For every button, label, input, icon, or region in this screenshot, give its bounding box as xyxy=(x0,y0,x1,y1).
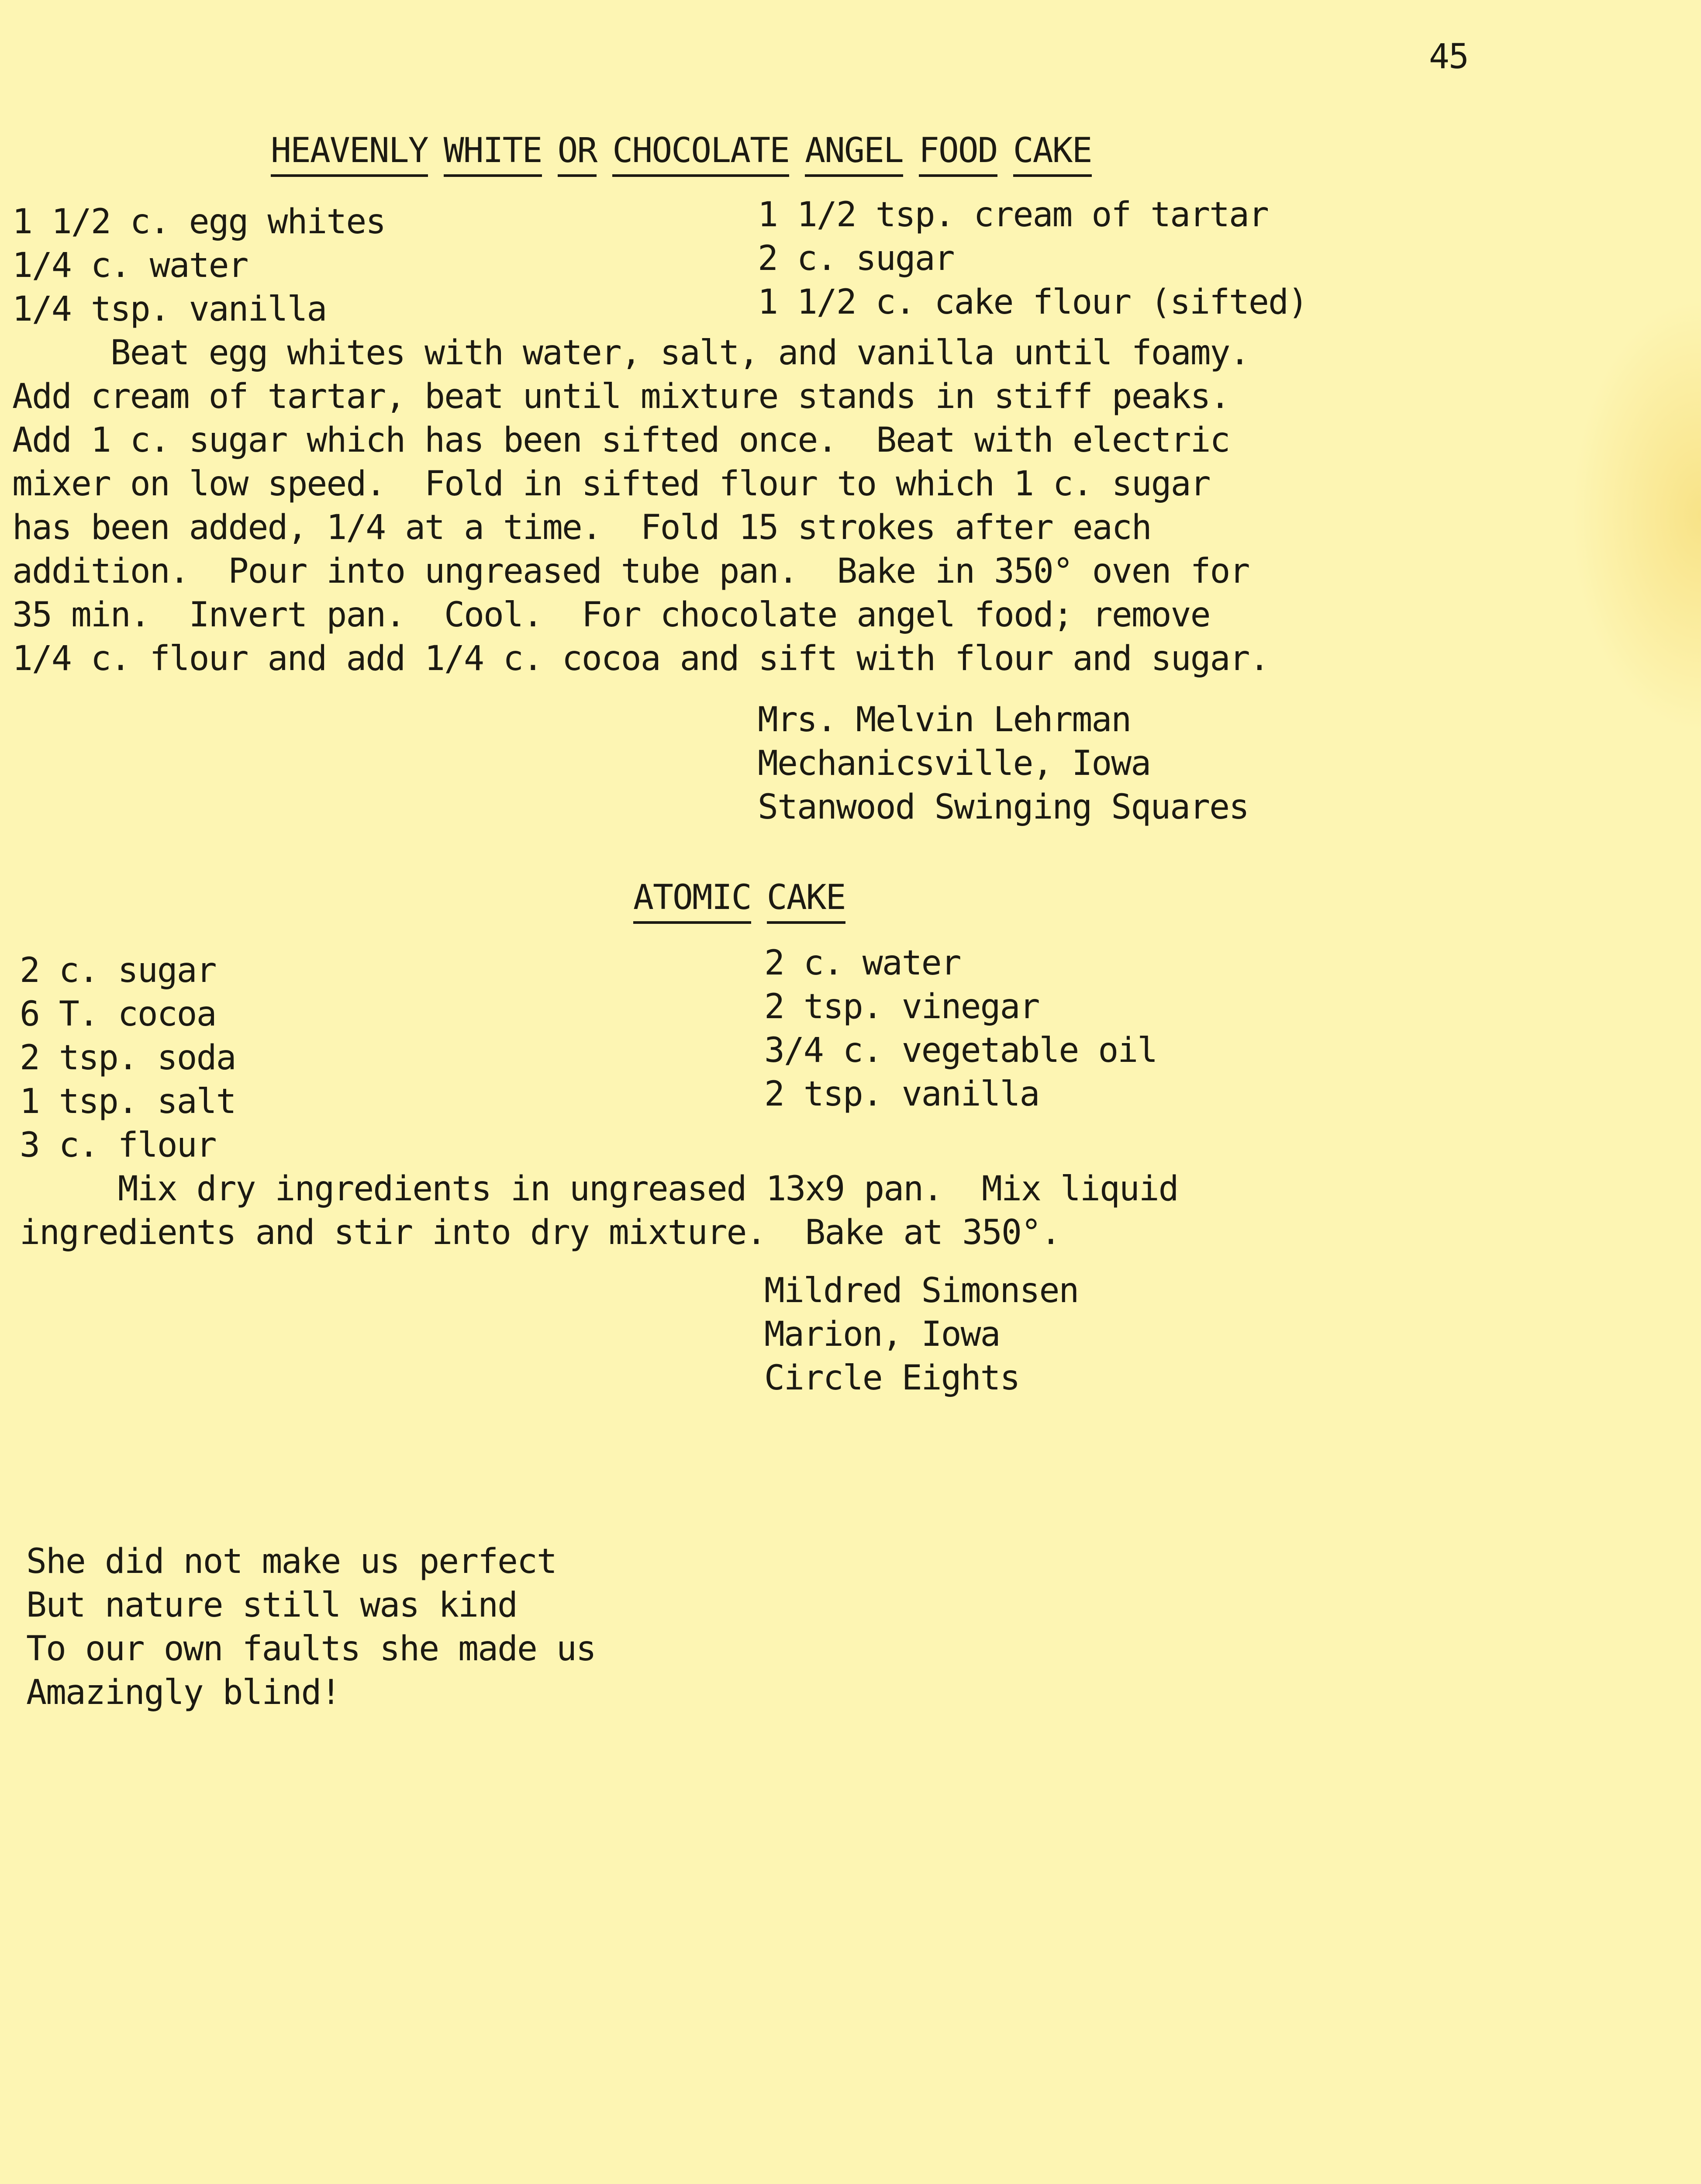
poem-line: To our own faults she made us xyxy=(26,1629,596,1669)
title-word: FOOD xyxy=(919,129,997,177)
contributor-name: Mildred Simonsen xyxy=(764,1271,1079,1310)
contributor-town: Mechanicsville, Iowa xyxy=(758,744,1151,783)
recipe-title-atomic-cake xyxy=(633,876,845,924)
title-word: CHOCOLATE xyxy=(612,129,789,177)
title-word: CAKE xyxy=(1013,129,1092,177)
ingredient: 1 1/2 c. egg whites xyxy=(12,202,386,242)
ingredient: 2 tsp. vinegar xyxy=(764,987,1039,1026)
ingredient: 2 tsp. soda xyxy=(20,1038,236,1078)
recipe-title-angel-food-cake xyxy=(271,129,1092,177)
title-word: CAKE xyxy=(767,876,845,924)
ingredient: 1 1/2 c. cake flour (sifted) xyxy=(758,283,1308,322)
poem-line: But nature still was kind xyxy=(26,1586,517,1625)
ingredient: 1/4 c. water xyxy=(12,246,248,285)
poem-line: She did not make us perfect xyxy=(26,1542,556,1581)
direction-line: Mix dry ingredients in ungreased 13x9 pan. Mix liquid xyxy=(20,1169,1178,1209)
poem-line: Amazingly blind! xyxy=(26,1673,341,1712)
contributor-club: Stanwood Swinging Squares xyxy=(758,788,1249,827)
contributor-town: Marion, Iowa xyxy=(764,1315,1000,1354)
ingredient: 3/4 c. vegetable oil xyxy=(764,1031,1157,1070)
ingredient: 2 c. sugar xyxy=(758,239,954,278)
ingredient: 1 tsp. salt xyxy=(20,1082,236,1121)
direction-line: Beat egg whites with water, salt, and vanilla until foamy. xyxy=(12,333,1249,373)
direction-line: addition. Pour into ungreased tube pan. Bake in 350° oven for xyxy=(12,552,1249,591)
ingredient: 2 tsp. vanilla xyxy=(764,1075,1039,1114)
direction-line: Add 1 c. sugar which has been sifted once. Beat with electric xyxy=(12,421,1230,460)
direction-line: mixer on low speed. Fold in sifted flour to which 1 c. sugar xyxy=(12,464,1210,504)
direction-line: ingredients and stir into dry mixture. Bake at 350°. xyxy=(20,1213,1060,1252)
title-word: ANGEL xyxy=(805,129,903,177)
title-word: WHITE xyxy=(444,129,542,177)
direction-line: 1/4 c. flour and add 1/4 c. cocoa and sift with flour and sugar. xyxy=(12,639,1269,678)
direction-line: has been added, 1/4 at a time. Fold 15 strokes after each xyxy=(12,508,1151,547)
contributor-club: Circle Eights xyxy=(764,1358,1020,1398)
title-word: OR xyxy=(558,129,597,177)
title-word: ATOMIC xyxy=(633,876,751,924)
ingredient: 1/4 tsp. vanilla xyxy=(12,290,327,329)
ingredient: 6 T. cocoa xyxy=(20,995,216,1034)
ingredient: 2 c. sugar xyxy=(20,951,216,990)
title-word: HEAVENLY xyxy=(271,129,428,177)
ingredient: 2 c. water xyxy=(764,943,961,983)
page-number: 45 xyxy=(1429,37,1468,76)
ingredient: 3 c. flour xyxy=(20,1126,216,1165)
contributor-name: Mrs. Melvin Lehrman xyxy=(758,700,1131,740)
direction-line: 35 min. Invert pan. Cool. For chocolate angel food; remove xyxy=(12,595,1210,635)
ingredient: 1 1/2 tsp. cream of tartar xyxy=(758,195,1268,235)
direction-line: Add cream of tartar, beat until mixture stands in stiff peaks. xyxy=(12,377,1230,416)
